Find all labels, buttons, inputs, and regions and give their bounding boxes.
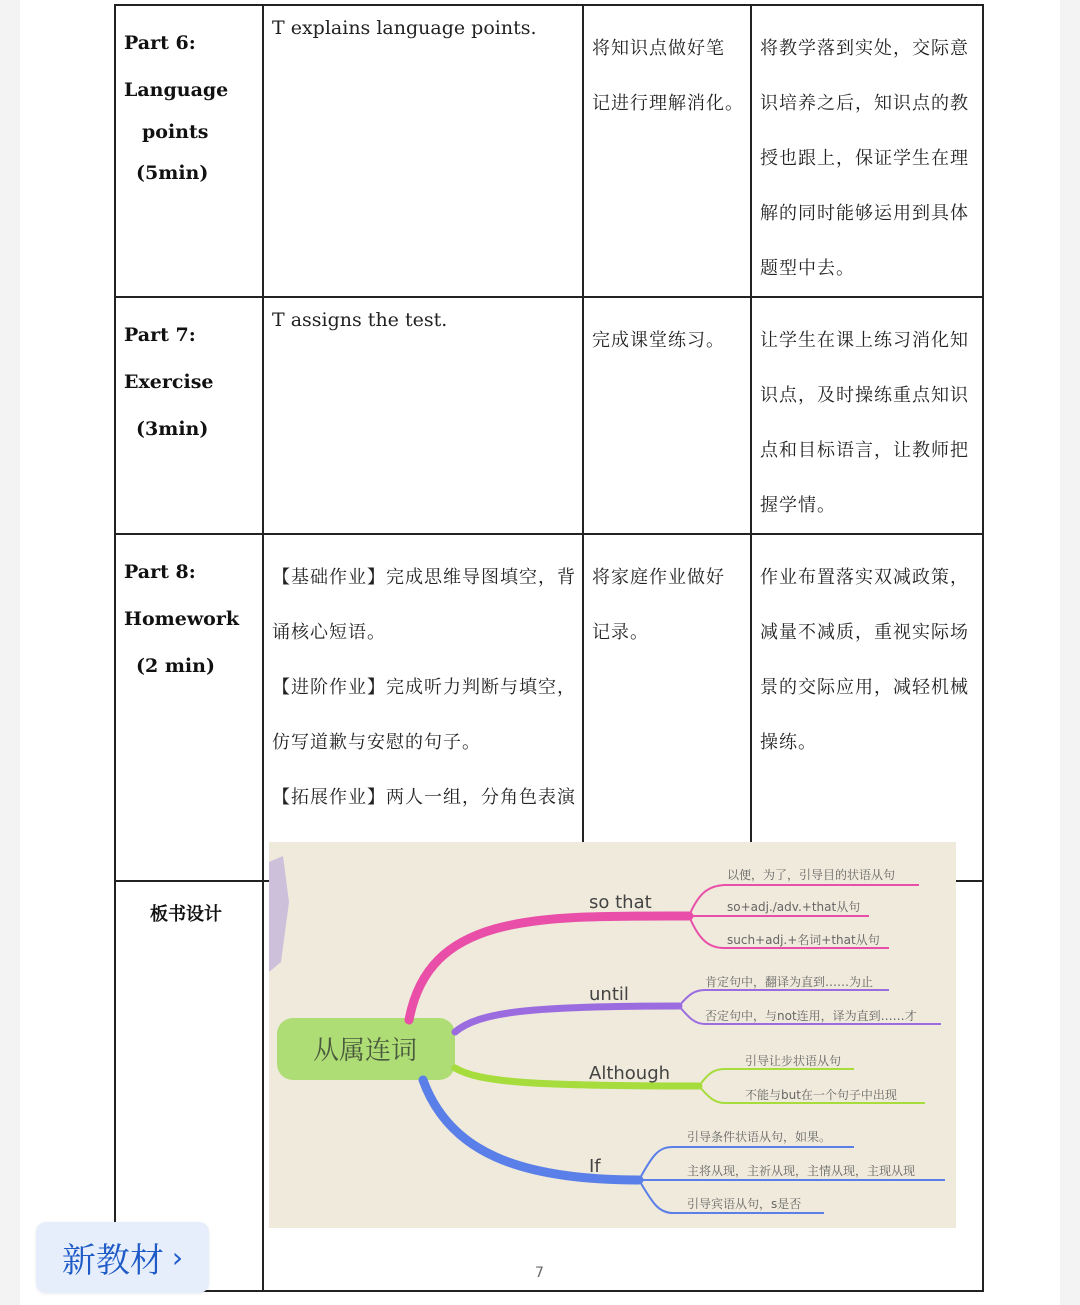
center-node-label: 从属连词	[313, 1036, 418, 1066]
part-time: (3min)	[136, 418, 209, 440]
text-line: 握学情。	[760, 495, 836, 516]
table-row-part7	[115, 297, 983, 534]
leaf-label: 引导宾语从句，s是否	[687, 1197, 802, 1211]
decorative-streak	[269, 856, 289, 972]
text-line: 景的交际应用，减轻机械	[760, 677, 969, 698]
leaf-label: 否定句中，与not连用，译为直到……才	[705, 1009, 917, 1023]
design-purpose	[752, 298, 982, 533]
text-line: 点和目标语言，让教师把	[760, 440, 969, 461]
text-line: 解的同时能够运用到具体	[760, 203, 969, 224]
teacher-activity	[264, 535, 582, 880]
part-time: (5min)	[136, 162, 209, 184]
text-line: 记录。	[592, 622, 649, 643]
chevron-right-icon: ›	[171, 1241, 184, 1274]
part-time: (2 min)	[136, 655, 215, 677]
part-name: Language	[124, 79, 229, 101]
branch-label-if: If	[589, 1156, 601, 1177]
design-purpose	[752, 535, 982, 770]
part-title: Part 6:	[124, 32, 196, 54]
table-row-part6	[115, 5, 983, 297]
text-line: 识培养之后，知识点的教	[760, 93, 969, 114]
text-line: 【进阶作业】完成听力判断与填空，	[272, 677, 576, 698]
student-activity	[584, 6, 750, 131]
leaf-line	[699, 1069, 854, 1086]
part-cell	[116, 298, 262, 453]
leaf-label: such+adj.+名词+that从句	[727, 933, 880, 947]
branch-label-until: until	[589, 984, 629, 1005]
text-line: 将教学落到实处，交际意	[760, 38, 969, 59]
part-cell	[116, 535, 262, 690]
mind-map	[269, 842, 956, 1228]
text-line: 让学生在课上练习消化知	[760, 330, 969, 351]
part-cell	[116, 6, 262, 197]
text-line: 减量不减质，重视实际场	[760, 622, 969, 643]
text-line: 将家庭作业做好	[592, 567, 725, 588]
badge-label: 新教材	[61, 1241, 164, 1281]
text-line: 记进行理解消化。	[592, 93, 744, 114]
leaf-label: 主将从现，主祈从现，主情从现，主现从现	[687, 1164, 916, 1178]
leaf-line	[679, 990, 889, 1006]
text-line: 授也跟上，保证学生在理	[760, 148, 969, 169]
leaf-label: so+adj./adv.+that从句	[727, 900, 861, 914]
branch-line-until	[455, 1006, 679, 1032]
part-name-2: points	[142, 121, 209, 143]
leaf-label: 引导条件状语从句，如果。	[687, 1130, 832, 1144]
student-activity	[584, 298, 750, 368]
student-activity	[584, 535, 750, 660]
leaf-label: 引导让步状语从句	[745, 1054, 842, 1068]
leaf-label: 以便，为了，引导目的状语从句	[727, 868, 896, 882]
text-line: 操练。	[760, 732, 817, 753]
text-line: 仿写道歉与安慰的句子。	[272, 732, 481, 753]
branch-label-so-that: so that	[589, 892, 652, 913]
part-name: Homework	[124, 608, 240, 630]
new-textbook-button[interactable]	[36, 1222, 209, 1293]
text-line: 【基础作业】完成思维导图填空，背	[272, 567, 576, 588]
part-title: Part 8:	[124, 561, 196, 583]
part-name: Exercise	[124, 371, 214, 393]
branch-line-if	[423, 1080, 639, 1180]
text-line: 题型中去。	[760, 258, 855, 279]
leaf-label: 肯定句中，翻译为直到……为止	[705, 975, 874, 989]
text-line: 【拓展作业】两人一组，分角色表演	[272, 787, 576, 808]
teacher-activity: T assigns the test.	[272, 309, 448, 331]
part-title: Part 7:	[124, 324, 196, 346]
board-design-label: 板书设计	[150, 904, 222, 925]
text-line: 识点，及时操练重点知识	[760, 385, 969, 406]
design-purpose	[752, 6, 982, 296]
leaf-label: 不能与but在一个句子中出现	[745, 1088, 897, 1102]
branch-label-although: Although	[589, 1063, 671, 1084]
text-line: 诵核心短语。	[272, 622, 386, 643]
table-row-part8	[115, 534, 983, 881]
page-number: 7	[535, 1265, 544, 1281]
text-line: 作业布置落实双减政策，	[760, 567, 969, 588]
text-line: 完成课堂练习。	[592, 330, 725, 351]
teacher-activity: T explains language points.	[272, 17, 537, 39]
text-line: 将知识点做好笔	[592, 38, 725, 59]
mind-map-image	[269, 842, 956, 1228]
